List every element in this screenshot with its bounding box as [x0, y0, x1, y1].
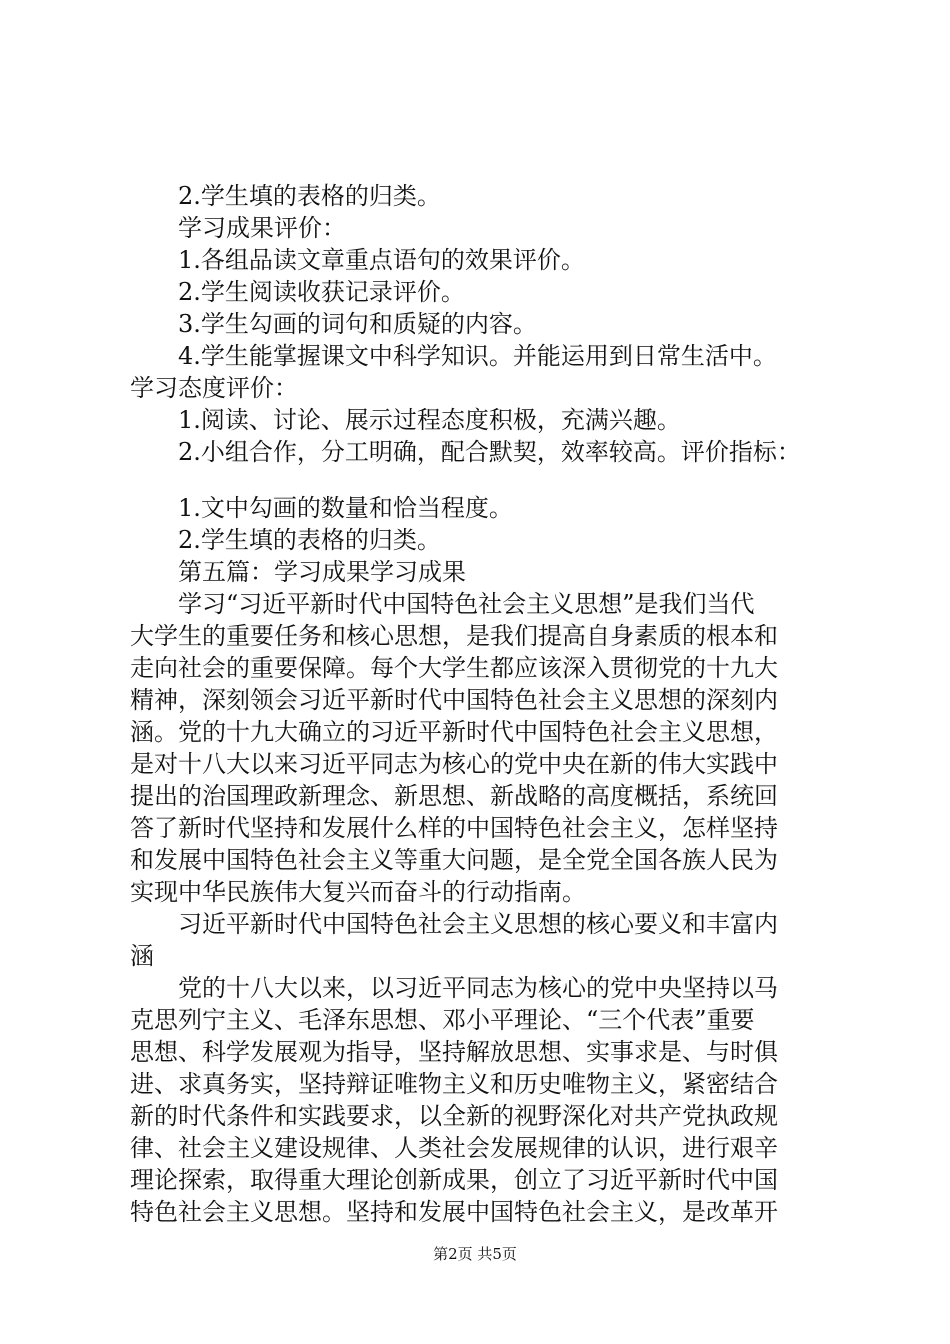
section-heading: 学习成果评价： — [178, 214, 346, 242]
text-line: 4.学生能掌握课文中科学知识。并能运用到日常生活中。 — [178, 342, 777, 370]
text-line: 3.学生勾画的词句和质疑的内容。 — [178, 310, 537, 338]
paragraph-line: 是对十八大以来习近平同志为核心的党中央在新的伟大实践中 — [130, 750, 778, 778]
section-heading: 学习态度评价： — [130, 374, 298, 402]
paragraph-line: 党的十八大以来，以习近平同志为核心的党中央坚持以马 — [178, 974, 778, 1002]
text-line: 2.学生填的表格的归类。 — [178, 526, 441, 554]
paragraph-line: 新的时代条件和实践要求，以全新的视野深化对共产党执政规 — [130, 1102, 778, 1130]
subheading-line: 习近平新时代中国特色社会主义思想的核心要义和丰富内 — [178, 910, 778, 938]
paragraph-line: 实现中华民族伟大复兴而奋斗的行动指南。 — [130, 878, 586, 906]
text-line: 2.小组合作，分工明确，配合默契，效率较高。评价指标： — [178, 438, 801, 466]
subheading-line: 涵 — [130, 942, 154, 970]
text-line: 1.各组品读文章重点语句的效果评价。 — [178, 246, 585, 274]
text-line: 1.文中勾画的数量和恰当程度。 — [178, 494, 513, 522]
paragraph-line: 学习“习近平新时代中国特色社会主义思想”是我们当代 — [178, 590, 755, 618]
chapter-title: 第五篇：学习成果学习成果 — [178, 558, 466, 586]
paragraph-line: 进、求真务实，坚持辩证唯物主义和历史唯物主义，紧密结合 — [130, 1070, 778, 1098]
paragraph-line: 克思列宁主义、毛泽东思想、邓小平理论、“三个代表”重要 — [130, 1006, 755, 1034]
paragraph-line: 理论探索，取得重大理论创新成果，创立了习近平新时代中国 — [130, 1166, 778, 1194]
paragraph-line: 提出的治国理政新理念、新思想、新战略的高度概括，系统回 — [130, 782, 778, 810]
paragraph-line: 精神，深刻领会习近平新时代中国特色社会主义思想的深刻内 — [130, 686, 778, 714]
text-line: 2.学生阅读收获记录评价。 — [178, 278, 465, 306]
paragraph-line: 走向社会的重要保障。每个大学生都应该深入贯彻党的十九大 — [130, 654, 778, 682]
paragraph-line: 涵。党的十九大确立的习近平新时代中国特色社会主义思想， — [130, 718, 778, 746]
paragraph-line: 特色社会主义思想。坚持和发展中国特色社会主义，是改革开 — [130, 1198, 778, 1226]
text-line: 2.学生填的表格的归类。 — [178, 182, 441, 210]
page-number: 第2页 共5页 — [433, 1245, 517, 1263]
paragraph-line: 思想、科学发展观为指导，坚持解放思想、实事求是、与时俱 — [130, 1038, 778, 1066]
paragraph-line: 答了新时代坚持和发展什么样的中国特色社会主义，怎样坚持 — [130, 814, 778, 842]
paragraph-line: 大学生的重要任务和核心思想，是我们提高自身素质的根本和 — [130, 622, 778, 650]
text-line: 1.阅读、讨论、展示过程态度积极，充满兴趣。 — [178, 406, 681, 434]
paragraph-line: 律、社会主义建设规律、人类社会发展规律的认识，进行艰辛 — [130, 1134, 778, 1162]
paragraph-line: 和发展中国特色社会主义等重大问题，是全党全国各族人民为 — [130, 846, 778, 874]
